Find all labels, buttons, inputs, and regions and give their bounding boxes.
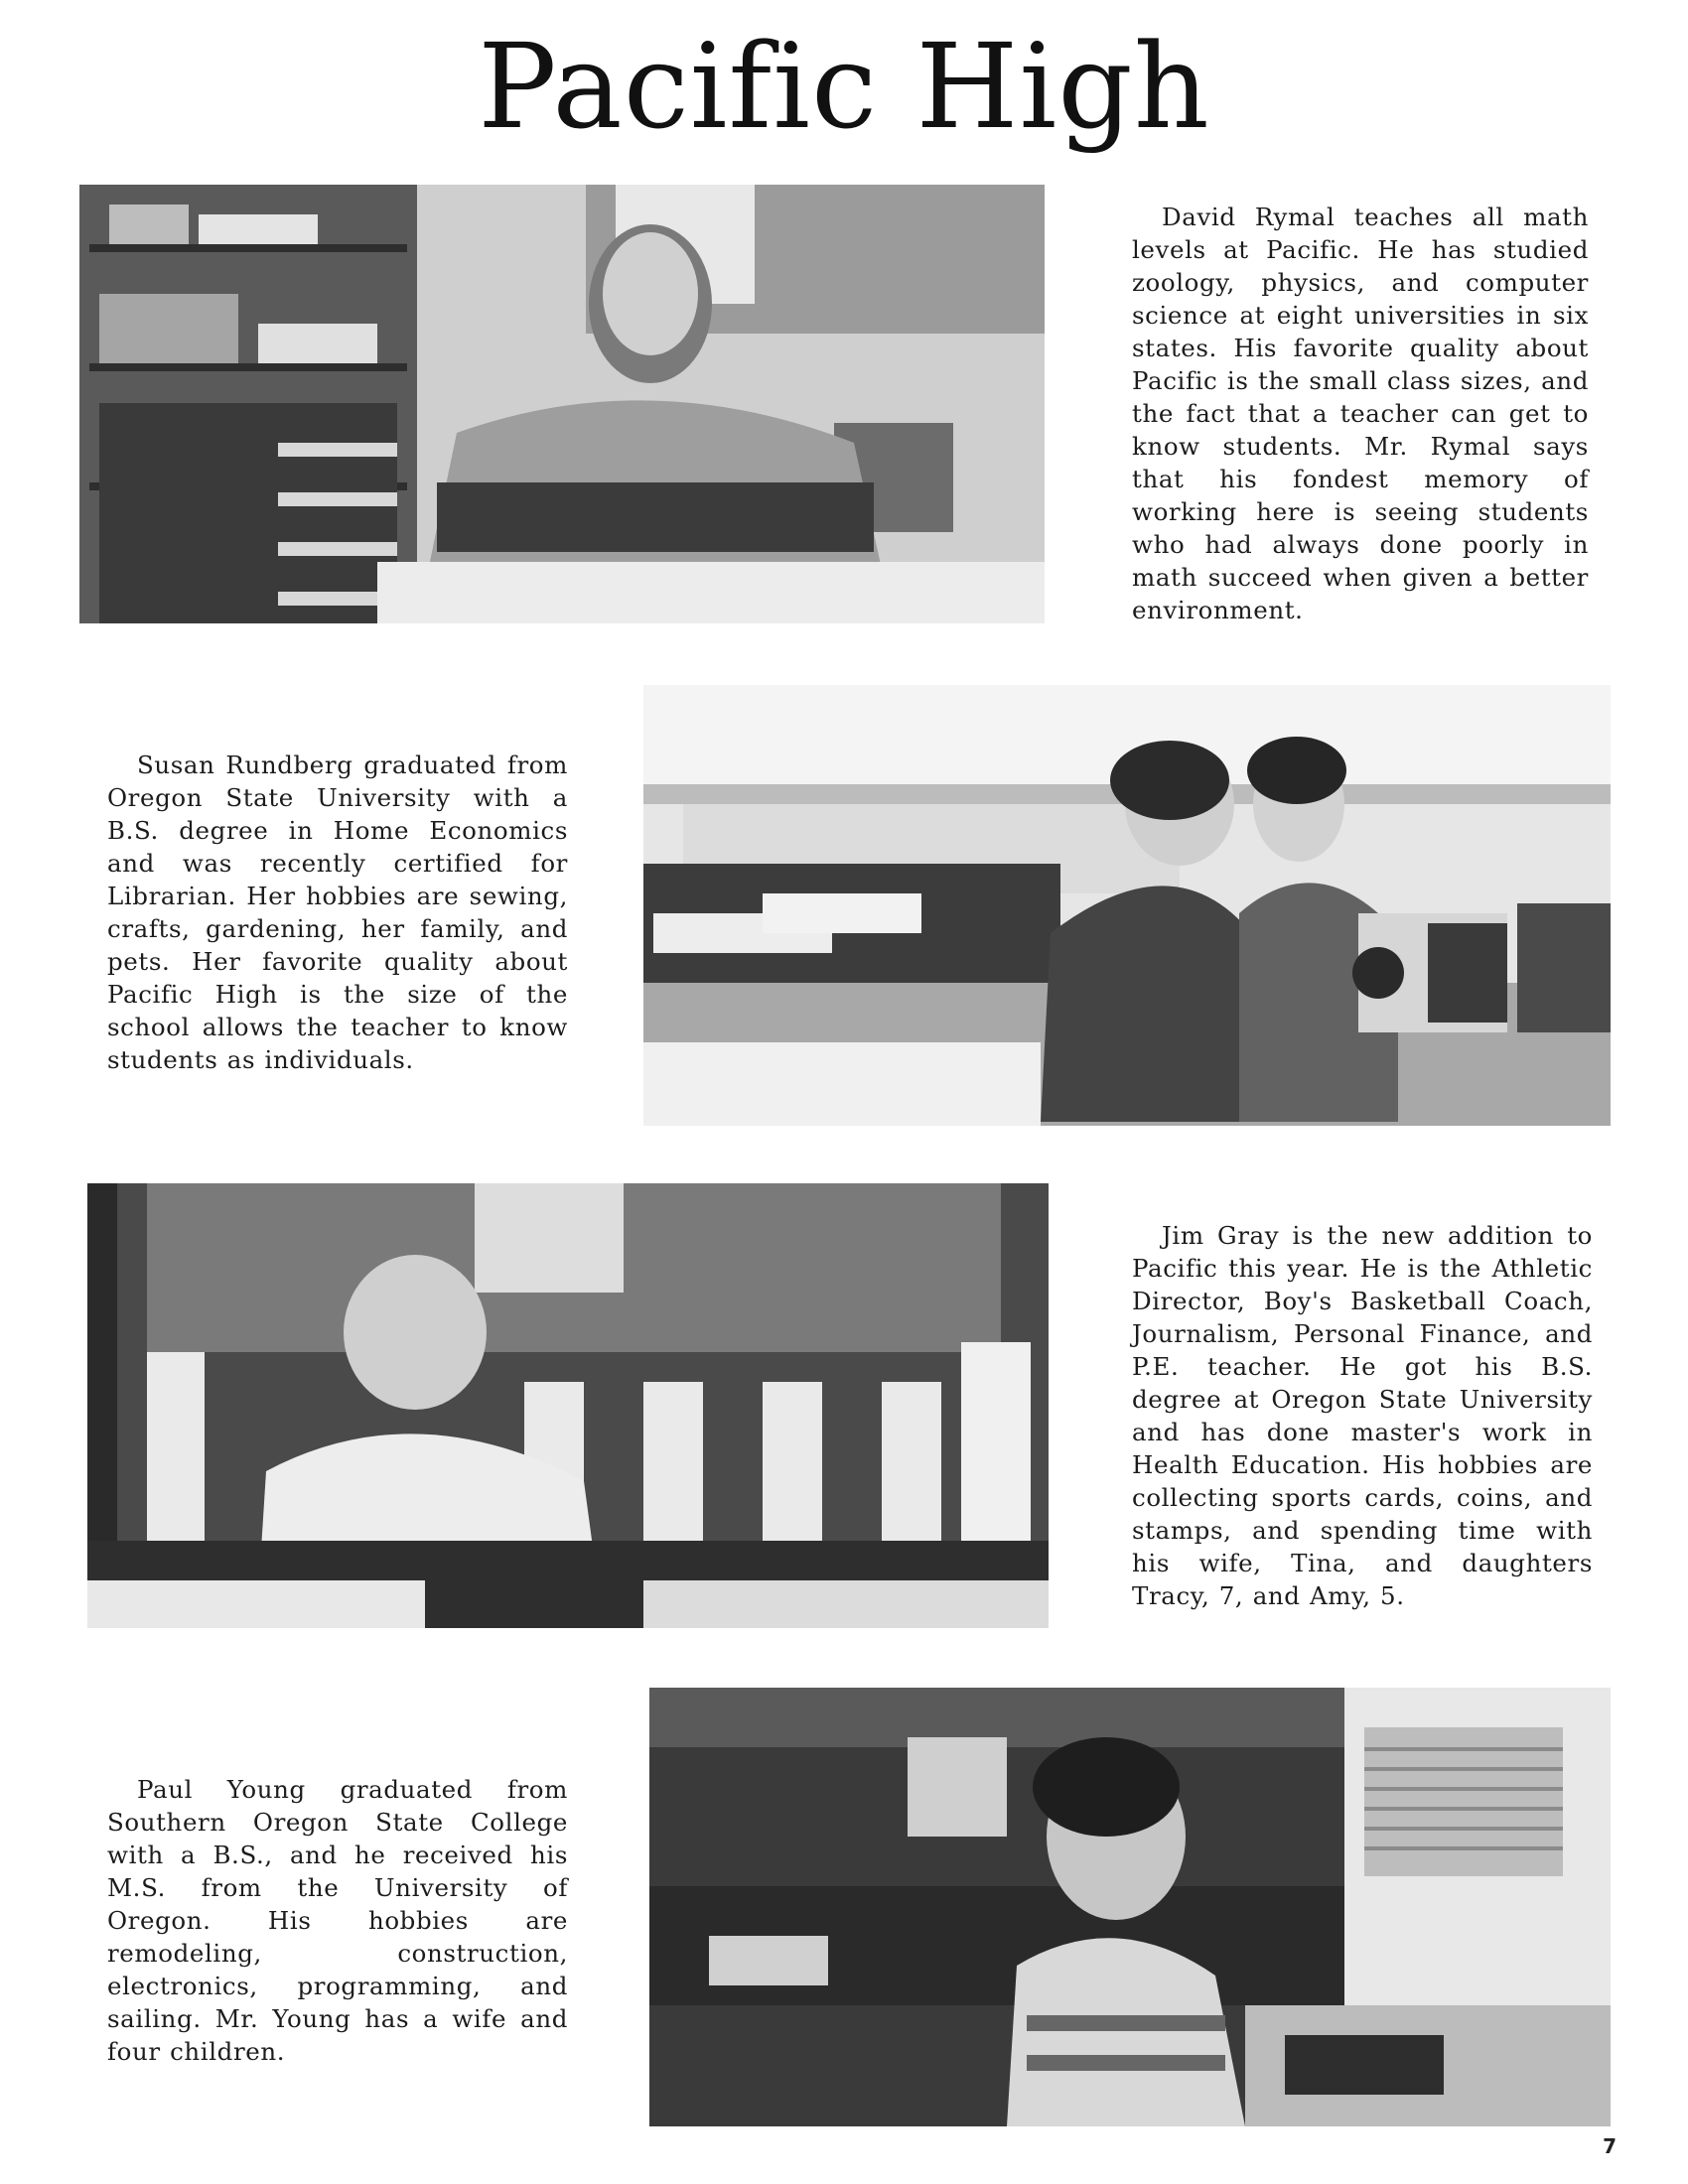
photo-susan-rundberg — [643, 685, 1611, 1126]
photo-paul-young — [649, 1688, 1611, 2126]
bio-susan-rundberg: Susan Rundberg graduated from Oregon State University with a B.S. degree in Home Economics and was recently certified for Librarian. Her hobbies are sewing, crafts, gardening, her family, and pets. Her favorite quality about Pacific High is the size of the school allows the teacher to know students as individuals. — [107, 751, 568, 1074]
page-title: Pacific High — [478, 18, 1210, 155]
photo-david-rymal — [79, 185, 1045, 623]
page-number: 7 — [1603, 2134, 1617, 2158]
photo-jim-gray — [87, 1183, 1049, 1628]
bio-paul-young: Paul Young graduated from Southern Oregon State College with a B.S., and he received his M.S. from the University of Oregon. His hobbies are remodeling, construction, electronics, programming, and sailing. Mr. Young has a wife and four children. — [107, 1775, 568, 2066]
bio-jim-gray: Jim Gray is the new addition to Pacific this year. He is the Athletic Director, Boy's Basketball Coach, Journalism, Personal Finance, and P.E. teacher. He got his B.S. degree at Oregon State University and has done master's work in Health Education. His hobbies are collecting sports cards, coins, and stamps, and spending time with his wife, Tina, and daughters Tracy, 7, and Amy, 5. — [1132, 1221, 1593, 1610]
bio-david-rymal: David Rymal teaches all math levels at Pacific. He has studied zoology, physics, and computer science at eight universities in six states. His favorite quality about Pacific is the small class sizes, and the fact that a teacher can get to know students. Mr. Rymal says that his fondest memory of working here is seeing students who had always done poorly in math succeed when given a better environment. — [1132, 203, 1589, 624]
